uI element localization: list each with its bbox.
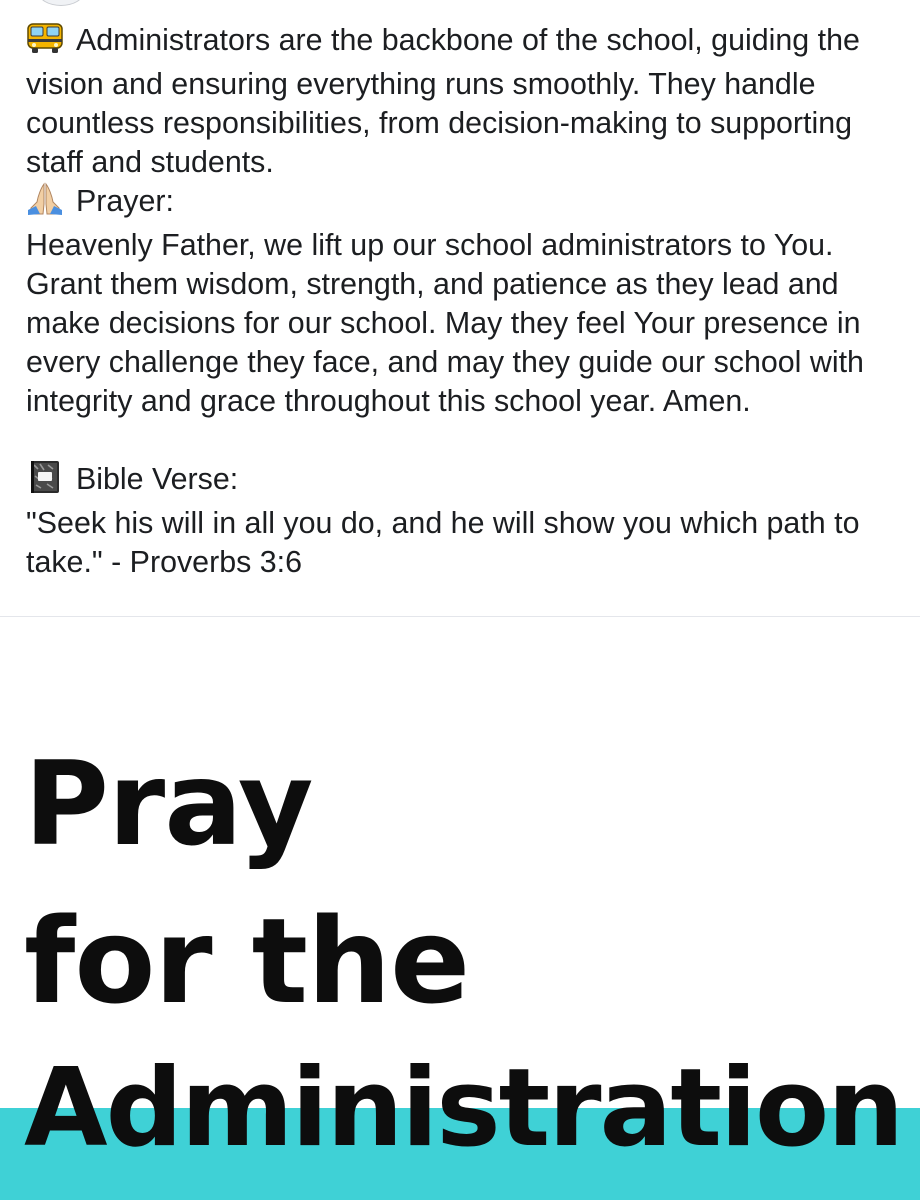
praying-hands-icon <box>26 182 64 226</box>
verse-text: "Seek his will in all you do, and he will show you which path to take." - Proverbs 3:6 <box>26 506 860 579</box>
spacer <box>26 421 904 460</box>
graphic-text-line-3: Administration <box>24 1046 903 1171</box>
graphic-text-line-1: Pray <box>24 737 313 872</box>
verse-heading <box>26 460 904 504</box>
bus-icon <box>26 21 64 65</box>
post-body <box>26 21 904 582</box>
post-intro-text: Administrators are the backbone of the school, guiding the vision and ensuring everything runs smoothly. They handle countless responsibilities, from decision-making to supporting staff and students. <box>26 23 860 179</box>
post-intro-paragraph <box>26 21 904 182</box>
post-image[interactable] <box>0 617 920 1200</box>
graphic-text-line-2: for the <box>24 892 470 1030</box>
avatar[interactable] <box>38 0 84 6</box>
verse-heading-text: Bible Verse: <box>76 462 239 496</box>
prayer-heading-text: Prayer: <box>76 184 174 218</box>
notebook-icon <box>26 460 64 504</box>
prayer-heading <box>26 182 904 226</box>
prayer-body: Heavenly Father, we lift up our school administrators to You. Grant them wisdom, strength, and patience as they lead and make decisions for our school. May they feel Your presence in every challenge they face, and may they guide our school with integrity and grace throughout this school year. Amen. <box>26 228 864 418</box>
